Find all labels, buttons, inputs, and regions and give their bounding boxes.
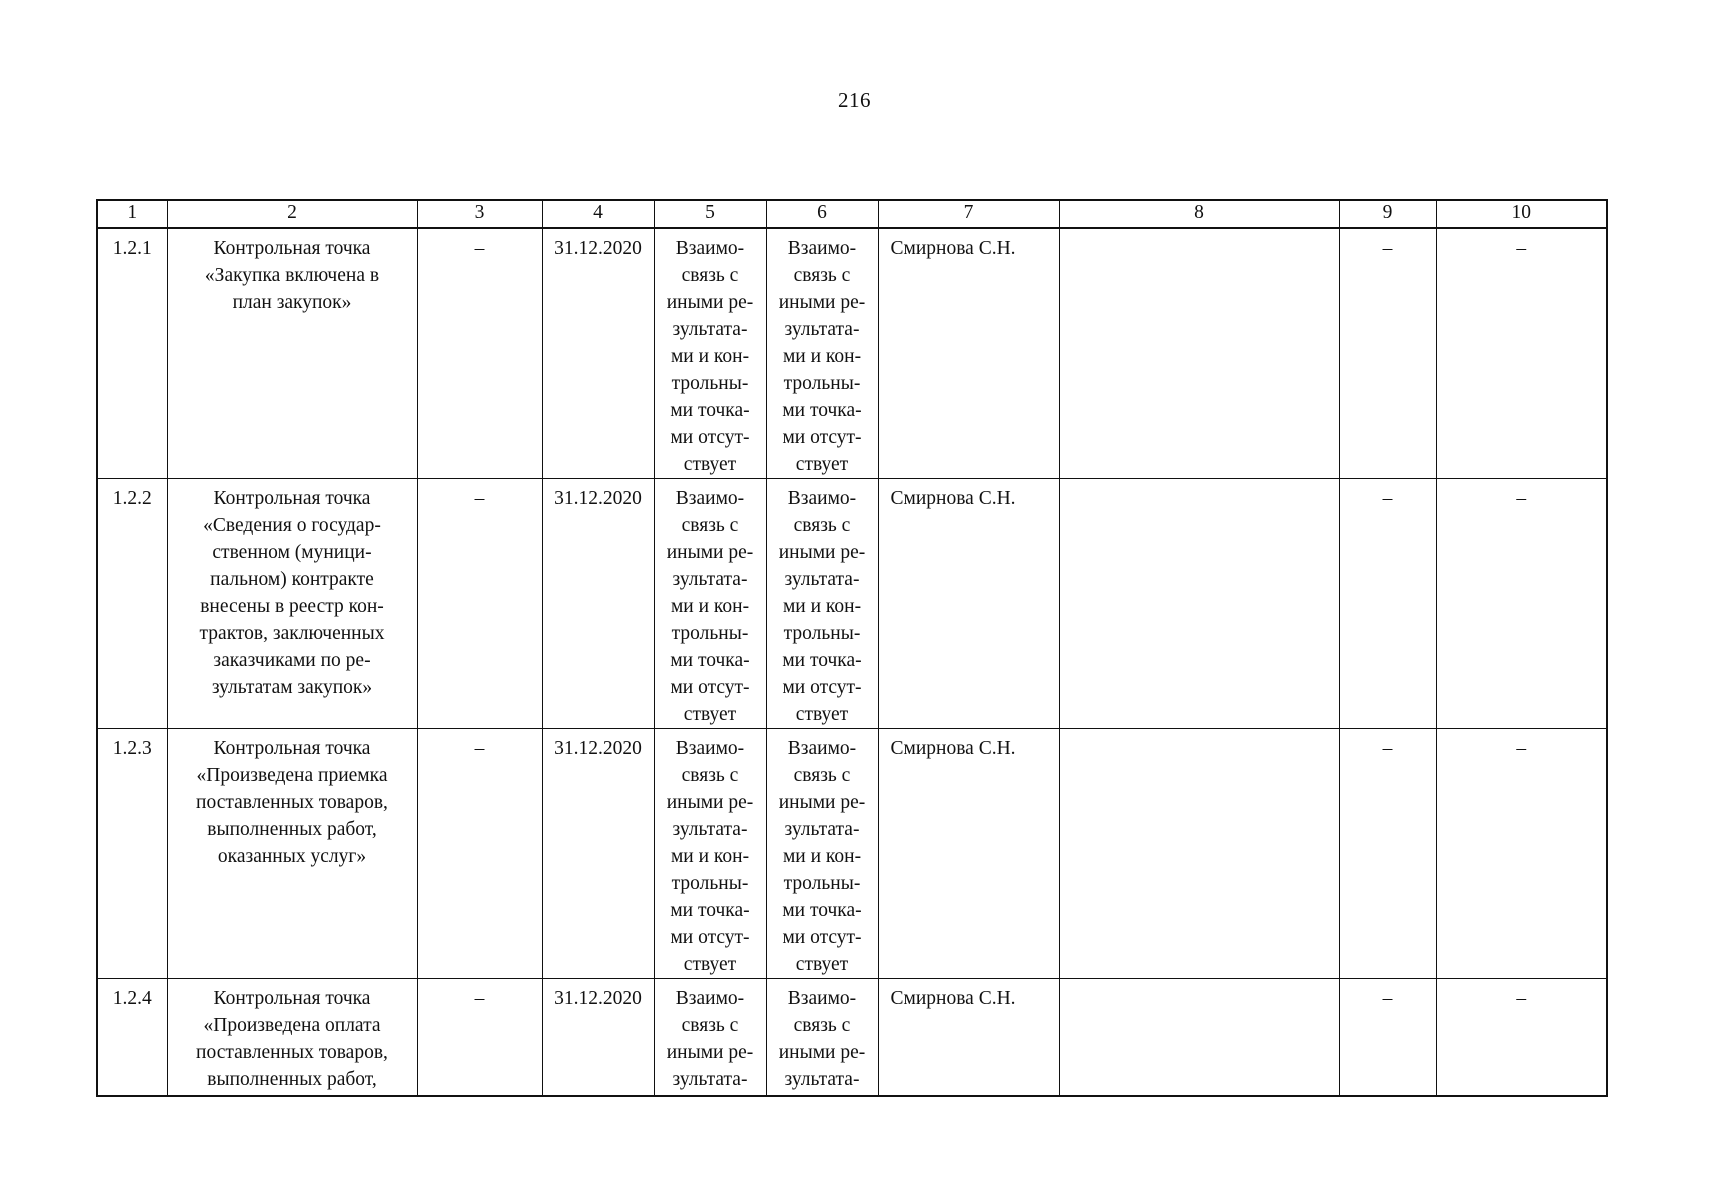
checkpoint-name: Контрольная точка «Произведена приемка поставленных товаров, выполненных работ, оказанных услуг» (167, 729, 417, 979)
table-row (97, 479, 1607, 729)
header-col-8: 8 (1059, 200, 1339, 228)
table-header (97, 200, 1607, 228)
cell-col-5: Взаимо- связь с иными ре- зультата- ми и кон- трольны- ми точка- ми отсут- ствует (654, 479, 766, 729)
row-number: 1.2.4 (97, 979, 167, 1097)
table-body (97, 228, 1607, 1096)
page-number: 216 (838, 88, 871, 112)
responsible-person: Смирнова С.Н. (878, 228, 1059, 479)
cell-col-6: Взаимо- связь с иными ре- зультата- ми и кон- трольны- ми точка- ми отсут- ствует (766, 479, 878, 729)
cell-col-8 (1059, 979, 1339, 1097)
cell-col-8 (1059, 228, 1339, 479)
header-col-1: 1 (97, 200, 167, 228)
plan-table (96, 199, 1608, 1097)
table-row (97, 979, 1607, 1097)
header-col-10: 10 (1436, 200, 1607, 228)
deadline-date: 31.12.2020 (542, 729, 654, 979)
row-number: 1.2.2 (97, 479, 167, 729)
header-col-4: 4 (542, 200, 654, 228)
cell-col-9: – (1339, 729, 1436, 979)
cell-col-5: Взаимо- связь с иными ре- зультата- ми и кон- трольны- ми точка- ми отсут- ствует (654, 729, 766, 979)
cell-col-10: – (1436, 729, 1607, 979)
cell-col-6: Взаимо- связь с иными ре- зультата- (766, 979, 878, 1097)
table-row (97, 729, 1607, 979)
header-col-9: 9 (1339, 200, 1436, 228)
cell-col-10: – (1436, 479, 1607, 729)
cell-col-8 (1059, 729, 1339, 979)
cell-col-10: – (1436, 979, 1607, 1097)
cell-col-9: – (1339, 979, 1436, 1097)
cell-col-6: Взаимо- связь с иными ре- зультата- ми и кон- трольны- ми точка- ми отсут- ствует (766, 228, 878, 479)
header-col-2: 2 (167, 200, 417, 228)
header-col-7: 7 (878, 200, 1059, 228)
table-row (97, 228, 1607, 479)
deadline-date: 31.12.2020 (542, 979, 654, 1097)
responsible-person: Смирнова С.Н. (878, 729, 1059, 979)
deadline-date: 31.12.2020 (542, 479, 654, 729)
cell-col-5: Взаимо- связь с иными ре- зультата- ми и кон- трольны- ми точка- ми отсут- ствует (654, 228, 766, 479)
cell-col-3: – (417, 228, 542, 479)
deadline-date: 31.12.2020 (542, 228, 654, 479)
cell-col-10: – (1436, 228, 1607, 479)
header-col-6: 6 (766, 200, 878, 228)
row-number: 1.2.1 (97, 228, 167, 479)
cell-col-9: – (1339, 228, 1436, 479)
checkpoint-name: Контрольная точка «Сведения о государ- ственном (муници- пальном) контракте внесены в реестр кон- трактов, заключенных заказчиками по ре- зультатам закупок» (167, 479, 417, 729)
checkpoint-name: Контрольная точка «Произведена оплата поставленных товаров, выполненных работ, (167, 979, 417, 1097)
cell-col-5: Взаимо- связь с иными ре- зультата- (654, 979, 766, 1097)
cell-col-8 (1059, 479, 1339, 729)
responsible-person: Смирнова С.Н. (878, 479, 1059, 729)
header-col-5: 5 (654, 200, 766, 228)
row-number: 1.2.3 (97, 729, 167, 979)
header-row (97, 200, 1607, 228)
cell-col-3: – (417, 479, 542, 729)
header-col-3: 3 (417, 200, 542, 228)
checkpoint-name: Контрольная точка «Закупка включена в план закупок» (167, 228, 417, 479)
cell-col-3: – (417, 979, 542, 1097)
responsible-person: Смирнова С.Н. (878, 979, 1059, 1097)
cell-col-9: – (1339, 479, 1436, 729)
cell-col-3: – (417, 729, 542, 979)
cell-col-6: Взаимо- связь с иными ре- зультата- ми и кон- трольны- ми точка- ми отсут- ствует (766, 729, 878, 979)
